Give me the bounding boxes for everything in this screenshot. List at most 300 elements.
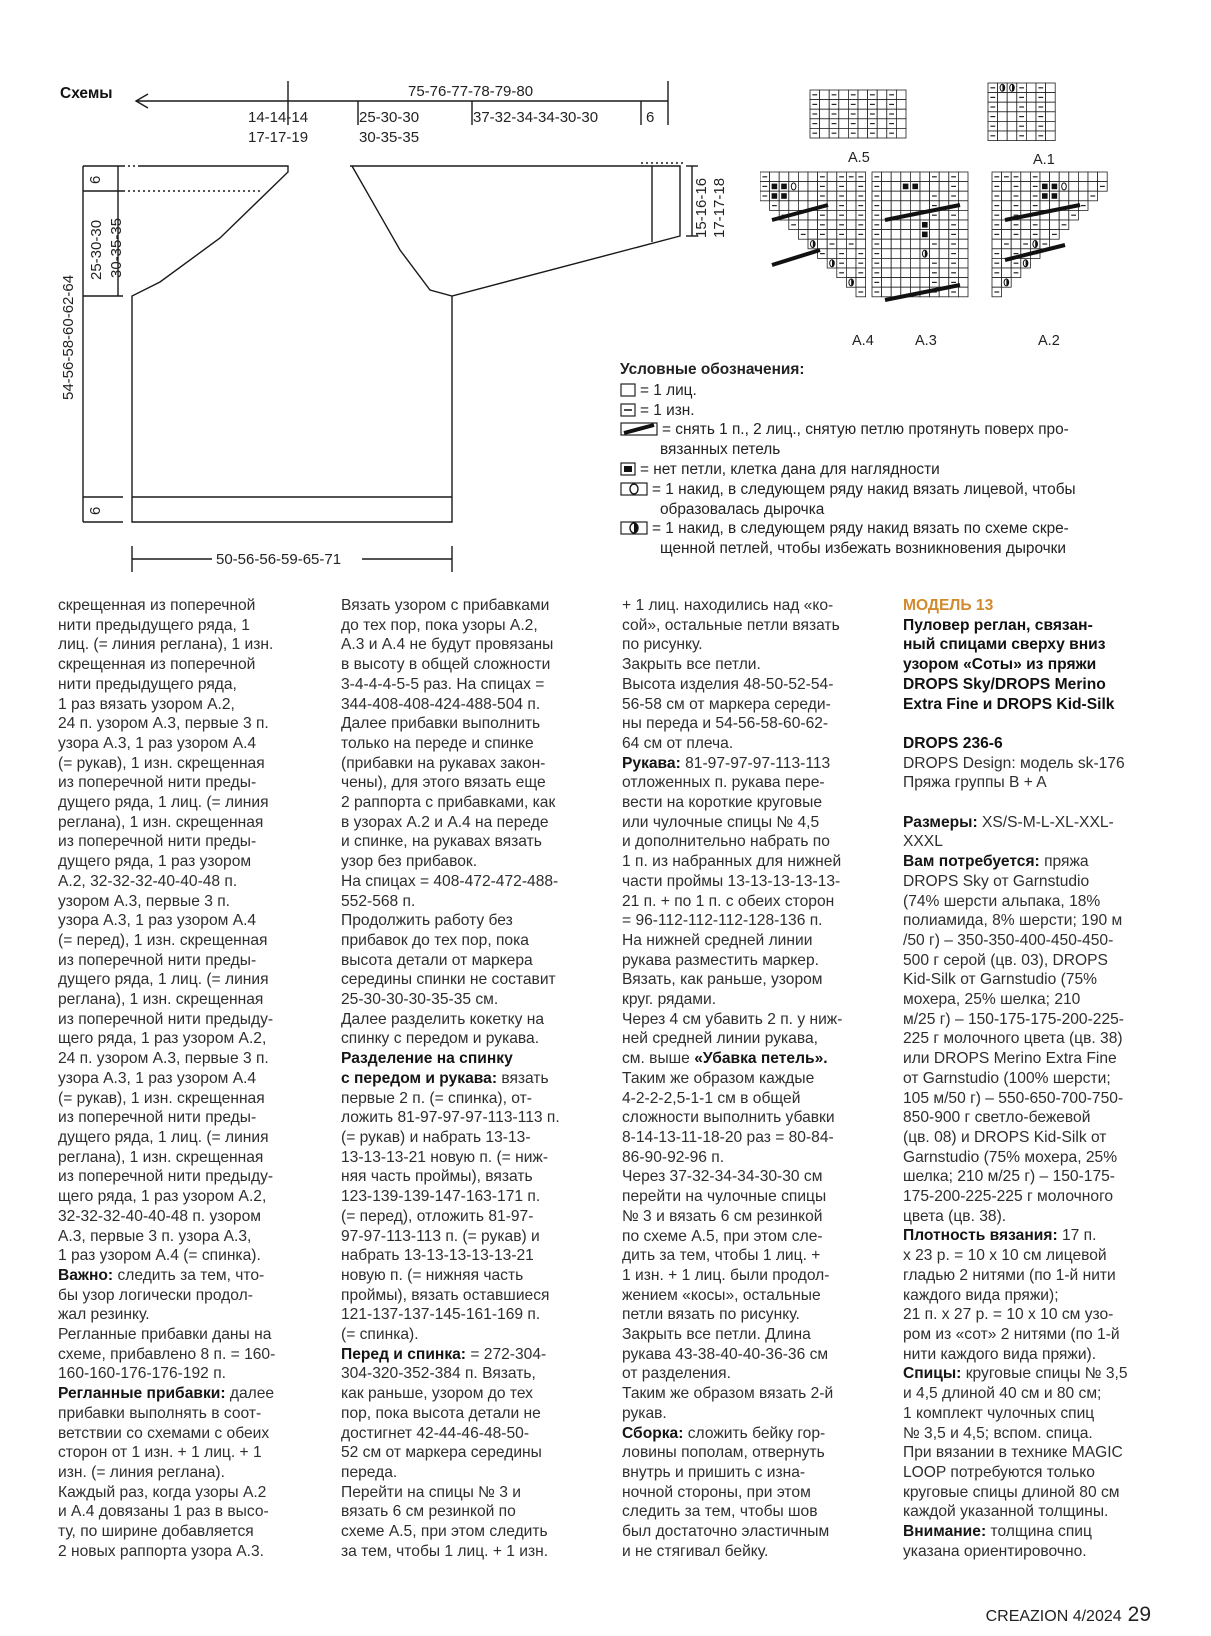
text-line: пор, пока высота детали не [341,1404,541,1422]
chart-cell [789,201,799,211]
text-line: 13-13-13-21 новую п. (= ниж- [341,1148,549,1166]
chart-cell [920,278,930,288]
chart-cell [837,239,847,249]
chart-cell [1046,121,1056,131]
chart-cell [872,268,882,278]
chart-cell [1011,239,1021,249]
chart-cell [891,249,901,259]
chart-cell [1026,93,1036,103]
text-line: /50 г) – 350-350-400-450-450- [903,931,1114,949]
chart-cell [1050,172,1060,182]
text-line: Разделение на спинку [341,1050,513,1068]
chart-cell [939,230,949,240]
chart-cell [829,128,839,138]
chart-cell [810,119,820,129]
chart-cell [1002,172,1012,182]
chart-cell [872,278,882,288]
chart-cell [901,201,911,211]
text-line: щего ряда, 1 раз узором A.2, [58,1030,267,1048]
dim-seg2-a: 25-30-30 [359,109,420,126]
dim-seg2-b: 30-35-35 [359,129,420,146]
text-line: узора A.3, 1 раз узором A.4 [58,1069,257,1087]
text-line: На нижней средней линии [622,931,813,949]
page-footer [986,1603,1151,1627]
chart-cell [1078,172,1088,182]
chart-cell [1002,230,1012,240]
dim-left-mid-a: 25-30-30 [88,219,105,280]
text-line: новую п. (= нижняя часть [341,1266,524,1284]
chart-cell [920,220,930,230]
chart-cell [872,182,882,192]
text-line: ром из «сот» 2 нитями (по 1-й [903,1325,1120,1343]
chart-cell [988,102,998,112]
chart-cell [1036,83,1046,93]
text-line: прибавок до тех пор, пока [341,931,529,949]
chart-cell [846,172,856,182]
chart-cell [930,239,940,249]
chart-cell [789,220,799,230]
chart-cell [998,112,1008,122]
chart-cell [858,109,868,119]
text-line: ветствии со схемами с обеих [58,1424,270,1442]
text-line: изн. (= линия реглана). [58,1463,225,1481]
chart-cell [1030,182,1040,192]
chart-cell [858,90,868,100]
chart-cell [930,249,940,259]
text-line: Закрыть все петли. [622,656,761,674]
chart-cell [1002,191,1012,201]
chart-cell [810,100,820,110]
chart-cell [868,100,878,110]
chart-cell [891,172,901,182]
chart-cell [818,230,828,240]
chart-cell [837,230,847,240]
chart-cell [1059,220,1069,230]
text-line: круговые спицы длиной 80 см [903,1483,1120,1501]
chart-cell [949,210,959,220]
chart-cell [770,201,780,211]
chart-cell [837,172,847,182]
legend-text: = 1 накид, в следующем ряду накид вязать лицевой, чтобы [652,480,1076,498]
chart-cell [872,258,882,268]
chart-cell [839,109,849,119]
text-line: шелка; 210 м/25 г) – 150-175- [903,1168,1115,1186]
chart-cell [827,258,837,268]
text-line: ней средней линии рукава, [622,1030,818,1048]
chart-cell [846,230,856,240]
chart-cell [949,239,959,249]
chart-cell [896,109,906,119]
no-stitch-icon [620,462,636,476]
text-line: XXXL [903,833,943,851]
chart-cell [901,249,911,259]
text-line: нити предыдущего ряда, [58,675,237,693]
chart-cell [1017,121,1027,131]
text-line: Garnstudio (75% мохера, 25% [903,1148,1118,1166]
text-line: 8-14-13-11-18-20 раз = 80-84- [622,1128,834,1146]
chart-cell [1046,112,1056,122]
text-line: прибавки выполнять в соот- [58,1404,262,1422]
chart-cell [988,121,998,131]
chart-cell [839,100,849,110]
text-line: (= рукав) и набрать 13-13- [341,1128,531,1146]
legend-text: = 1 накид, в следующем ряду накид вязать по схеме скре- [652,520,1069,538]
text-line: и дополнительно набрать по [622,833,830,851]
chart-cell [872,172,882,182]
chart-cell [882,249,892,259]
chart-cell [1011,268,1021,278]
model-heading [903,616,1159,715]
text-line: 175-200-225-225 г молочного [903,1188,1114,1206]
legend-text: образовалась дырочка [660,500,825,518]
chart-cell [887,90,897,100]
text-line: схеме, прибавлено 8 п. = 160- [58,1345,276,1363]
text-line: середины спинки не составит [341,971,556,989]
chart-cell [887,100,897,110]
text-line: узора A.3, 1 раз узором A.4 [58,912,257,930]
chart-cell [901,230,911,240]
text-line: и 4,5 длиной 40 см и 80 см; [903,1385,1102,1403]
chart-cell [820,109,830,119]
chart-cell [1030,172,1040,182]
text-line: ловины пополам, отвернуть [622,1444,825,1462]
chart-cell [829,100,839,110]
text-line: в узорах A.2 и A.4 на переде [341,813,549,831]
text-line: дущего ряда, 1 лиц. (= линия [58,971,269,989]
text-line: 2 новых раппорта узора A.3. [58,1542,264,1560]
text-line: узором A.3, первые 3 п. [58,892,230,910]
text-line: Внимание: толщина спиц [903,1523,1092,1541]
chart-cell [837,191,847,201]
chart-cell [1030,230,1040,240]
dim-seg1-b: 17-17-19 [248,129,309,146]
chart-cell [848,90,858,100]
chart-cell [829,119,839,129]
text-line: DROPS Sky от Garnstudio [903,872,1090,890]
chart-cell [1011,191,1021,201]
text-line: = 96-112-112-112-128-136 п. [622,912,823,930]
chart-cell [891,201,901,211]
text-line: 86-90-92-96 п. [622,1148,725,1166]
chart-cell [810,90,820,100]
text-line: 1 изн. + 1 лиц. были продол- [622,1266,830,1284]
chart-cell [820,119,830,129]
chart-cell [992,268,1002,278]
chart-cell [1098,182,1108,192]
text-line: Через 4 см убавить 2 п. у ниж- [622,1010,843,1028]
chart-cell [1021,239,1031,249]
chart-cell [1078,191,1088,201]
dim-right-a: 15-16-16 [693,177,710,238]
text-line: набрать 13-13-13-13-13-21 [341,1247,534,1265]
chart-cell [958,249,968,259]
text-line: дить за тем, чтобы 1 лиц. + [622,1247,821,1265]
chart-cell [868,90,878,100]
chart-cell [910,239,920,249]
cable-stroke [772,250,820,265]
chart-cell [789,182,799,192]
chart-cell [920,182,930,192]
chart-cell [846,191,856,201]
chart-cell [837,249,847,259]
text-line: части проймы 13-13-13-13-13- [622,872,841,890]
chart-cell [1017,112,1027,122]
chart-cell [901,182,911,192]
text-line: 64 см от плеча. [622,734,734,752]
text-line: няя часть проймы), вязать [341,1168,533,1186]
heading-line: Пуловер реглан, связан- [903,616,1093,634]
chart-cell [949,172,959,182]
chart-cell [882,191,892,201]
chart-cell [887,119,897,129]
text-line: дущего ряда, 1 лиц. (= линия [58,1128,269,1146]
chart-cell [910,258,920,268]
chart-cell [868,109,878,119]
chart-cell [779,172,789,182]
chart-cell [1088,191,1098,201]
text-line: из поперечной нити преды- [58,774,257,792]
chart-cell [1040,201,1050,211]
text-line: № 3,5 и 4,5; вспом. спица. [903,1424,1093,1442]
legend [620,360,1180,559]
chart-cell [901,191,911,201]
chart-cell [882,268,892,278]
text-line: ночной стороны, при этом [622,1483,811,1501]
chart-cell [992,172,1002,182]
text-line: нити каждого вида пряжи). [903,1345,1097,1363]
text-line: Важно: следить за тем, что- [58,1266,265,1284]
chart-cell [1026,102,1036,112]
chart-cell [798,182,808,192]
text-line: + 1 лиц. находились над «ко- [622,597,834,614]
chart-cell [1011,230,1021,240]
chart-cell [930,220,940,230]
chart-cell [1002,278,1012,288]
chart-cell [910,201,920,211]
chart-cell [930,278,940,288]
legend-text: = 1 лиц. [640,381,697,399]
chart-cell [998,121,1008,131]
text-line: A.3 и A.4 не будут провязаны [341,636,554,654]
chart-cell [998,102,1008,112]
chart-cell [1040,220,1050,230]
chart-cell [1046,131,1056,141]
text-line: от Garnstudio (100% шерсти; [903,1069,1111,1087]
chart-cell [920,172,930,182]
text-line: реглана), 1 изн. скрещенная [58,991,264,1009]
chart-cell [820,100,830,110]
chart-cell [1046,83,1056,93]
chart-cell [930,258,940,268]
chart-cell [856,278,866,288]
chart-cell [901,268,911,278]
chart-cell [1050,230,1060,240]
text-line: узор без прибавок. [341,853,478,871]
chart-cell [1036,121,1046,131]
text-line: Закрыть все петли. Длина [622,1326,811,1344]
model-number: МОДЕЛЬ 13 [903,597,994,614]
chart-cell [839,128,849,138]
chart-cell [877,90,887,100]
text-line: бы узор логически продол- [58,1286,253,1304]
chart-cell [1078,182,1088,192]
knit-stitch-icon [620,383,636,397]
text-line: рукава разместить маркер. [622,951,819,969]
chart-cell [856,287,866,297]
legend-text: = 1 изн. [640,401,695,419]
schemes-title: Схемы [60,85,113,102]
chart-cell [992,230,1002,240]
dim-bottom-width: 50-56-56-59-65-71 [216,551,342,568]
chart-cell [837,258,847,268]
legend-text: = нет петли, клетка дана для наглядности [640,460,940,478]
chart-cell [1030,191,1040,201]
chart-cell [858,128,868,138]
chart-cell [910,191,920,201]
text-line: Плотность вязания: 17 п. [903,1227,1097,1245]
chart-cell [846,278,856,288]
text-line: ны переда и 54-56-58-60-62- [622,715,829,733]
chart-cell [779,201,789,211]
chart-cell [887,109,897,119]
chart-cell [779,182,789,192]
chart-cell [877,128,887,138]
chart-cell [872,287,882,297]
chart-cell [856,182,866,192]
chart-cell [958,220,968,230]
chart-cell [1040,172,1050,182]
chart-cell [856,172,866,182]
chart-cell [837,220,847,230]
chart-cell [846,220,856,230]
chart-cell [1030,201,1040,211]
chart-cell [1017,93,1027,103]
chart-cell [1011,201,1021,211]
chart-cell [958,268,968,278]
chart-cell [1059,191,1069,201]
chart-cell [1007,93,1017,103]
chart-cell [808,239,818,249]
chart-cell [992,258,1002,268]
chart-cell [1026,83,1036,93]
legend-item-yarn-over [620,480,1180,500]
chart-cell [949,182,959,192]
chart-cell [1011,220,1021,230]
text-line: сторон от 1 изн. + 1 лиц. + 1 [58,1444,262,1462]
text-line: A.2, 32-32-32-40-40-48 п. [58,872,238,890]
text-line: (= спинка). [341,1326,419,1344]
chart-cell [920,268,930,278]
legend-item-purl [620,401,1180,421]
text-line: скрещенная из поперечной [58,656,256,674]
dim-left-top: 6 [87,175,104,184]
chart-cell [1026,112,1036,122]
chart-cell [1021,230,1031,240]
text-line: 225 г молочного цвета (цв. 38) [903,1030,1123,1048]
chart-cell [877,119,887,129]
chart-cell [1046,93,1056,103]
dim-left-mid-b: 30-35-35 [108,217,125,278]
chart-cell [827,239,837,249]
text-line: На спицах = 408-472-472-488- [341,872,559,890]
dim-left-total: 54-56-58-60-62-64 [60,274,77,400]
chart-cell [1088,182,1098,192]
chart-cell [856,239,866,249]
chart-cell [939,268,949,278]
text-line: Kid-Silk от Garnstudio (75% [903,971,1098,989]
magazine-issue: CREAZION 4/2024 [985,1608,1122,1625]
chart-cell [1088,172,1098,182]
text-line: № 3 и вязать 6 см резинкой [622,1207,823,1225]
text-line: Вам потребуется: пряжа [903,853,1089,871]
chart-cell [882,172,892,182]
text-column-4 [903,596,1159,1561]
text-line: Вязать, как раньше, узором [622,971,823,989]
chart-cell [939,191,949,201]
dim-seg1-a: 14-14-14 [248,109,309,126]
chart-cell [891,191,901,201]
text-line: Таким же образом каждые [622,1069,815,1087]
chart-cell [1036,102,1046,112]
text-line: Через 37-32-34-34-30-30 см [622,1168,823,1186]
chart-cell [760,172,770,182]
slip-cross-icon [620,422,658,436]
text-line: за тем, чтобы 1 лиц. + 1 изн. [341,1542,549,1560]
text-line: перейти на чулочные спицы [622,1188,827,1206]
chart-cell [939,210,949,220]
text-line: полиамида, 8% шерсти; 190 м [903,912,1123,930]
chart-cell [839,119,849,129]
chart-cell [1021,258,1031,268]
chart-cell [988,83,998,93]
text-line: по рисунку. [622,636,703,654]
chart-cell [1021,172,1031,182]
text-line: петли вязать по рисунку. [622,1306,800,1324]
chart-cell [988,131,998,141]
chart-cell [910,278,920,288]
text-line: следить за тем, чтобы шов [622,1503,818,1521]
chart-cell [992,210,1002,220]
chart-cell [1021,220,1031,230]
chart-cell [1050,220,1060,230]
text-line: гладью 2 нитями (по 1-й нити [903,1266,1116,1284]
chart-cell [808,182,818,192]
chart-cell [901,278,911,288]
text-line: (цв. 08) и DROPS Kid-Silk от [903,1128,1107,1146]
text-line: из поперечной нити преды- [58,951,257,969]
chart-cell [958,191,968,201]
dim-seg3: 37-32-34-34-30-30 [473,109,599,126]
chart-cell [896,119,906,129]
text-line: 344-408-408-424-488-504 п. [341,695,541,713]
chart-cell [939,220,949,230]
chart-cell [872,239,882,249]
chart-cell [910,172,920,182]
chart-cell [868,119,878,129]
chart-cell [1021,201,1031,211]
text-line: внутрь и пришить с изна- [622,1463,806,1481]
knitting-charts [760,70,1180,360]
chart-cell [1021,191,1031,201]
dim-right-b: 17-17-18 [711,177,728,238]
text-line: с передом и рукава: вязать [341,1069,549,1087]
chart-cell [798,172,808,182]
chart-cell [827,220,837,230]
text-line: Продолжить работу без [341,912,513,930]
text-line: вести на короткие круговые [622,794,823,812]
chart-cell [882,239,892,249]
chart-cell [846,258,856,268]
